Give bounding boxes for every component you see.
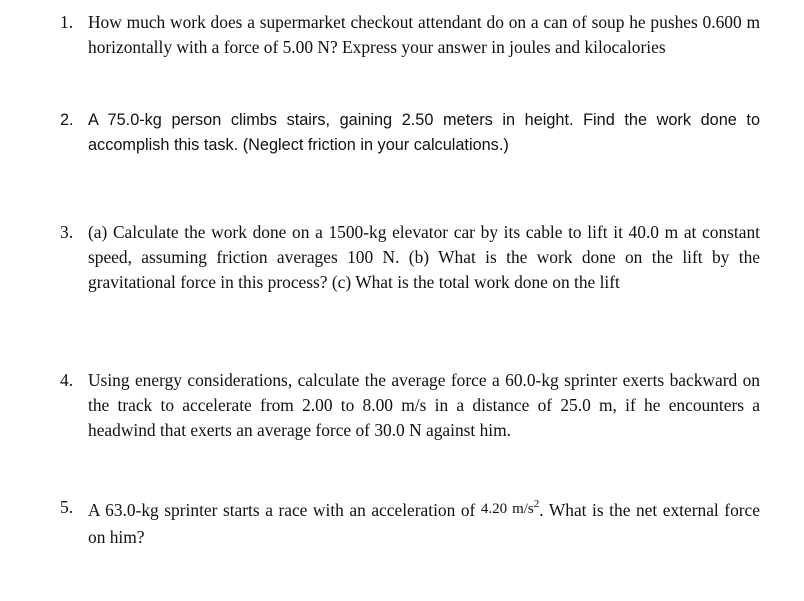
question-text: A 75.0-kg person climbs stairs, gaining 2.50 meters in height. Find the work done to accomplish this task. (Neglect friction in your calculations.) — [88, 111, 760, 154]
question-3 — [60, 220, 760, 295]
question-text-start: A 63.0-kg sprinter starts a race with an acceleration of — [88, 500, 476, 520]
question-number: 4. — [60, 370, 74, 390]
question-number: 2. — [60, 111, 74, 129]
exponent: 2 — [533, 498, 540, 510]
question-number: 1. — [60, 12, 74, 32]
question-1 — [60, 10, 760, 60]
question-5 — [60, 495, 760, 550]
question-text-end: . What is the net external force on him? — [88, 500, 760, 547]
question-text: (a) Calculate the work done on a 1500-kg elevator car by its cable to lift it 40.0 m at constant speed, assuming friction averages 100 N. (b) What is the work done on the lift by the gravitational force in this process? (c) What is the total work done on the lift — [88, 222, 760, 292]
question-number: 5. — [60, 497, 74, 517]
question-2 — [60, 108, 760, 158]
question-number: 3. — [60, 222, 74, 242]
question-text — [88, 495, 760, 550]
question-text: How much work does a supermarket checkout attendant do on a can of soup he pushes 0.600 m horizontally with a force of 5.00 N? Express your answer in joules and kilocalories — [88, 12, 760, 57]
question-4 — [60, 368, 760, 443]
question-text: Using energy considerations, calculate the average force a 60.0-kg sprinter exerts backward on the track to accelerate from 2.00 to 8.00 m/s in a distance of 25.0 m, if he encounters a headwind that exerts an average force of 30.0 N against him. — [88, 370, 760, 440]
acceleration-value: 4.20 $m/s^2$ — [480, 498, 540, 517]
